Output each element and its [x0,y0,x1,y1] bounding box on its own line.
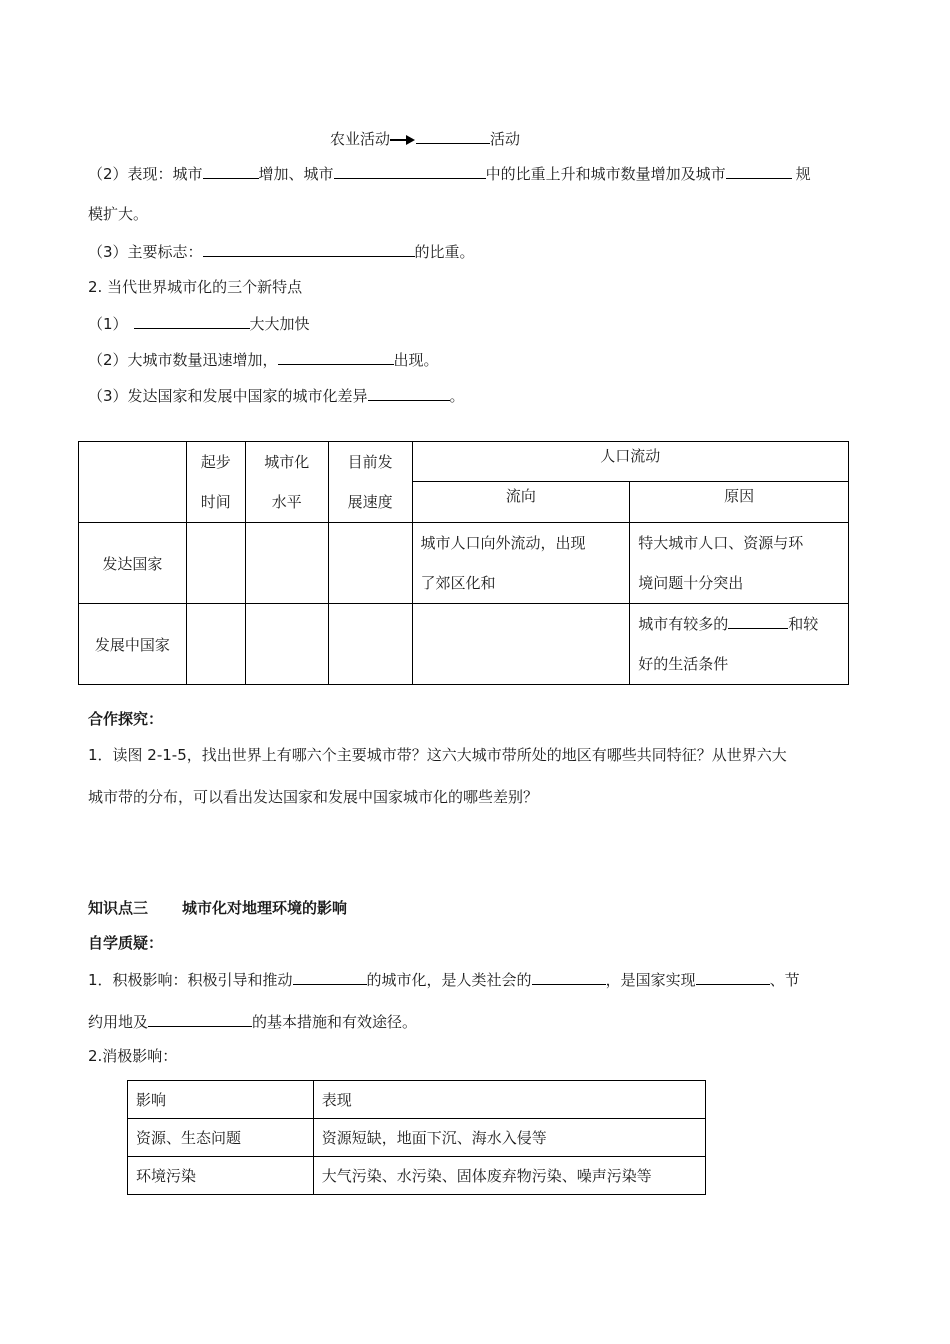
flow-to-label: 活动 [490,130,521,148]
blank-1 [203,163,259,179]
blank-pos-3 [696,969,770,985]
flow-line [330,128,520,149]
item-2-performance [88,163,811,184]
text-segment: 大大加快 [249,315,310,333]
coop-heading: 合作探究： [88,710,164,728]
row-developing-label: 发展中国家 [79,604,187,685]
blank-feature-1 [134,313,250,329]
header-speed: 目前发 展速度 [328,442,412,523]
coop-question-line-1: 1．读图 2-1-5，找出世界上有哪六个主要城市带？这六大城市带所处的地区有哪些共同特征？从世界六大 [88,746,787,764]
text-segment: 的城市化，是人类社会的 [366,971,532,989]
table-corner-cell [79,442,187,523]
header-population-flow: 人口流动 [412,442,848,482]
text-segment: 的比重。 [414,243,475,261]
cell-empty [186,604,245,685]
feature-1 [88,313,310,334]
cell-developing-reason: 城市有较多的 和较 好的生活条件 [630,604,849,685]
text-segment: 。 [449,387,465,405]
row-developed-label: 发达国家 [79,523,187,604]
text-segment: 城市化对地理环境的影响 [182,899,348,917]
text-segment: （1） [88,315,128,333]
blank-3 [726,163,792,179]
feature-2 [88,349,439,370]
text-segment: 约用地及 [88,1013,149,1031]
header-reason: 原因 [630,481,849,522]
text-segment: ，是国家实现 [605,971,696,989]
blank-pos-1 [293,969,367,985]
text-segment: 的基本措施和有效途径。 [252,1013,418,1031]
cell-empty [245,604,328,685]
knowledge-point-3-heading [88,898,347,918]
text-segment: （2）大城市数量迅速增加， [88,351,278,369]
arrow-right-icon [390,135,416,145]
cell-empty [328,604,412,685]
item-3-sign [88,241,475,262]
flow-from-label: 农业活动 [330,130,391,148]
blank-feature-2 [278,349,394,365]
header-manifestation: 表现 [313,1081,705,1119]
text-segment: 出现。 [393,351,439,369]
blank-sign [203,241,415,257]
negative-impact-table [127,1080,706,1195]
cell-pollution-detail: 大气污染、水污染、固体废弃物污染、噪声污染等 [313,1157,705,1195]
urbanization-comparison-table [78,441,849,685]
self-study-heading: 自学质疑： [88,934,164,952]
text-segment: 、节 [769,971,800,989]
blank-pos-4 [148,1011,252,1027]
header-start-time: 起步 时间 [186,442,245,523]
blank-reason [728,613,788,629]
text-segment: （3）发达国家和发展中国家的城市化差异 [88,387,368,405]
text-segment: 1．积极影响：积极引导和推动 [88,971,293,989]
text-segment: 规 [795,165,811,183]
text-segment: 中的比重上升和城市数量增加及城市 [485,165,726,183]
negative-impact-heading: 2.消极影响： [88,1047,178,1065]
positive-impact-line-1 [88,969,800,990]
cell-resource-issue: 资源、生态问题 [128,1119,314,1157]
blank-feature-3 [368,385,450,401]
cell-developed-direction: 城市人口向外流动，出现 了郊区化和 [412,523,630,604]
text-segment: （2）表现：城市 [88,165,203,183]
positive-impact-line-2 [88,1011,417,1032]
cell-empty [412,604,630,685]
blank-activity [416,128,490,144]
blank-2 [334,163,486,179]
heading-new-features: 2. 当代世界城市化的三个新特点 [88,278,303,296]
cell-empty [245,523,328,604]
cell-empty [186,523,245,604]
header-direction: 流向 [412,481,630,522]
item-2-continued: 模扩大。 [88,205,149,223]
feature-3 [88,385,465,406]
coop-question-line-2: 城市带的分布，可以看出发达国家和发展中国家城市化的哪些差别？ [88,788,539,806]
blank-pos-2 [532,969,606,985]
header-impact: 影响 [128,1081,314,1119]
text-segment: 知识点三 [88,899,149,917]
cell-developed-reason: 特大城市人口、资源与环 境问题十分突出 [630,523,849,604]
cell-resource-detail: 资源短缺，地面下沉、海水入侵等 [313,1119,705,1157]
text-segment: （3）主要标志： [88,243,203,261]
header-urban-level: 城市化 水平 [245,442,328,523]
text-segment: 增加、城市 [258,165,334,183]
cell-empty [328,523,412,604]
cell-pollution: 环境污染 [128,1157,314,1195]
